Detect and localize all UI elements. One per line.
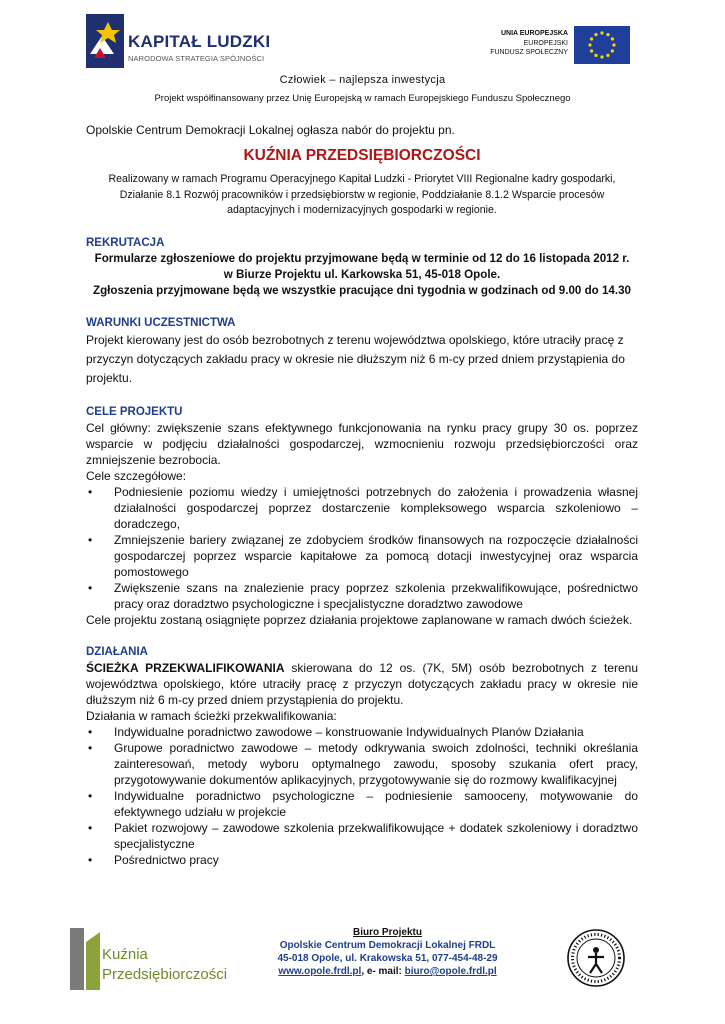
cele-main: Cel główny: zwiększenie szans efektywnego funkcjonowania na rynku pracy grupy 30 os. poprzez wsparcie w podjęciu działalności gospodarczej, wzmocnieniu rozwoju przedsiębiorczości oraz zmniejszenie bezrobocia. [86,420,638,467]
eu-line-3: FUNDUSZ SPOŁECZNY [490,49,568,56]
path-description [86,660,638,708]
footer-address: 45-018 Opole, ul. Krakowska 51, 077-454-48-29 [277,953,498,964]
project-title: KUŹNIA PRZEDSIĘBIORCZOŚCI [243,147,481,164]
announcement: Opolskie Centrum Demokracji Lokalnej ogłasza nabór do projektu pn. [86,123,455,137]
list-item: • Grupowe poradnictwo zawodowe – metody odkrywania swoich zdolności, techniki określania zainteresowań, metody wyboru optymalnego zawodu, sposoby szukania ofert pracy, przygotowywanie dokumentów aplikacyjnych, przygotowywanie się do rozmowy kwalifikacyjnej [86,740,638,788]
eu-flag-icon [574,26,630,64]
list-item: • Zmniejszenie bariery związanej ze zdobyciem środków finansowych na rozpoczęcie działalności gospodarczej poprzez wsparcie kapitałowe za pomocą dotacji inwestycyjnej oraz wsparcia pomostowego [86,532,638,580]
motto: Człowiek – najlepsza inwestycja [279,74,446,86]
cele-list [86,484,638,612]
section-heading-rekrutacja: REKRUTACJA [86,236,165,249]
kuznia-logo [70,928,240,994]
eu-star-icon [590,49,593,52]
list-item: • Pośrednictwo pracy [86,852,638,868]
path-text: skierowana do 12 os. (7K, 5M) osób bezrobotnych z terenu województwa opolskiego, które utraciły pracę z przyczyn dotyczących zakładu pracy w okresie nie dłuższym niż 6 m-cy przed dniem przystąpienia do projektu. [86,660,638,707]
kuznia-logo-line-2: Przedsiębiorczości [102,966,228,983]
list-item: • Indywidualne poradnictwo psychologiczne – podniesienie samooceny, motywowanie do efektywnego udziału w projekcie [86,788,638,820]
kapital-ludzki-title: KAPITAŁ LUDZKI [128,32,271,51]
list-item: • Podniesienie poziomu wiedzy i umiejętności potrzebnych do założenia i prowadzenia własnej działalności gospodarczej poprzez dostarczenie kompleksowego wsparcia szkoleniowo – doradczego, [86,484,638,532]
list-item: • Pakiet rozwojowy – zawodowe szkolenia przekwalifikowujące + dodatek szkoleniowy i doradztwo specjalistyczne [86,820,638,852]
section-heading-warunki: WARUNKI UCZESTNICTWA [86,316,236,329]
cele-closing: Cele projektu zostaną osiągnięte poprzez działania projektowe zaplanowane w ramach dwóch ścieżek. [86,612,633,627]
cofinanced-note: Projekt współfinansowany przez Unię Europejską w ramach Europejskiego Funduszu Społecznego [154,93,571,104]
rekrutacja-line-3: Zgłoszenia przyjmowane będą we wszystkie pracujące dni tygodnia w godzinach od 9.00 do 14.30 [93,283,631,297]
section-heading-dzialania: DZIAŁANIA [86,645,148,658]
dzialania-list [86,724,638,868]
kuznia-mark-icon [70,928,100,990]
eu-star-icon [611,37,614,40]
list-item: • Zwiększenie szans na znalezienie pracy poprzez szkolenia przekwalifikowujące, pośrednictwo pracy oraz doradztwo psychologiczne i specjalistyczne doradztwo zawodowe [86,580,638,612]
section-heading-cele: CELE PROJEKTU [86,405,183,418]
program-description: Realizowany w ramach Programu Operacyjnego Kapitał Ludzki - Priorytet VIII Regionalne kadry gospodarki, Działanie 8.1 Rozwój pracowników i przedsiębiorstw w regionie, Poddziałanie 8.1.2 Wsparcie procesów adaptacyjnych i modernizacyjnych gospodarki w regionie. [108,173,616,216]
frdl-stamp-icon [566,928,626,988]
eu-star-icon [600,31,603,34]
kapital-ludzki-logo [86,12,286,70]
eu-star-icon [590,37,593,40]
eu-star-icon [606,54,609,57]
footer-contact [225,926,550,978]
eu-logo [478,26,630,64]
list-item: • Indywidualne poradnictwo zawodowe – konstruowanie Indywidualnych Planów Działania [86,724,638,740]
eu-star-icon [612,43,615,46]
kapital-ludzki-mark-icon [86,14,124,68]
eu-star-icon [611,49,614,52]
path-name: ŚCIEŻKA PRZEKWALIFIKOWANIA [86,660,285,675]
warunki-text: Projekt kierowany jest do osób bezrobotnych z terenu województwa opolskiego, które utraciły pracę z przyczyn dotyczących zakładu pracy w okresie nie dłuższym niż 6 m-cy przed dniem przystąpienia do projektu. [86,332,625,385]
dzialania-list-label: Działania w ramach ścieżki przekwalifikowania: [86,708,337,723]
eu-line-2: EUROPEJSKI [523,39,568,47]
eu-star-icon [594,54,597,57]
eu-star-icon [600,55,603,58]
footer-office-title: Biuro Projektu [353,927,422,938]
eu-star-icon [594,33,597,36]
email-link[interactable]: biuro@opole.frdl.pl [404,966,497,977]
website-link[interactable]: www.opole.frdl.pl [278,966,362,977]
email-label: , e- mail: [361,966,405,977]
rekrutacja-line-2: w Biurze Projektu ul. Karkowska 51, 45-018 Opole. [223,267,501,281]
rekrutacja-line-1: Formularze zgłoszeniowe do projektu przyjmowane będą w terminie od 12 do 16 listopada 2012 r. [94,251,630,265]
kapital-ludzki-subtitle: NARODOWA STRATEGIA SPÓJNOŚCI [128,54,265,63]
footer-org: Opolskie Centrum Demokracji Lokalnej FRDL [279,940,496,951]
eu-logo-text [490,29,568,58]
eu-star-icon [588,43,591,46]
eu-star-icon [606,33,609,36]
eu-line-1: UNIA EUROPEJSKA [500,30,568,37]
main-content [86,122,638,868]
cele-specific-label: Cele szczegółowe: [86,468,187,483]
footer-links [225,965,550,978]
kuznia-logo-line-1: Kuźnia [102,946,148,963]
